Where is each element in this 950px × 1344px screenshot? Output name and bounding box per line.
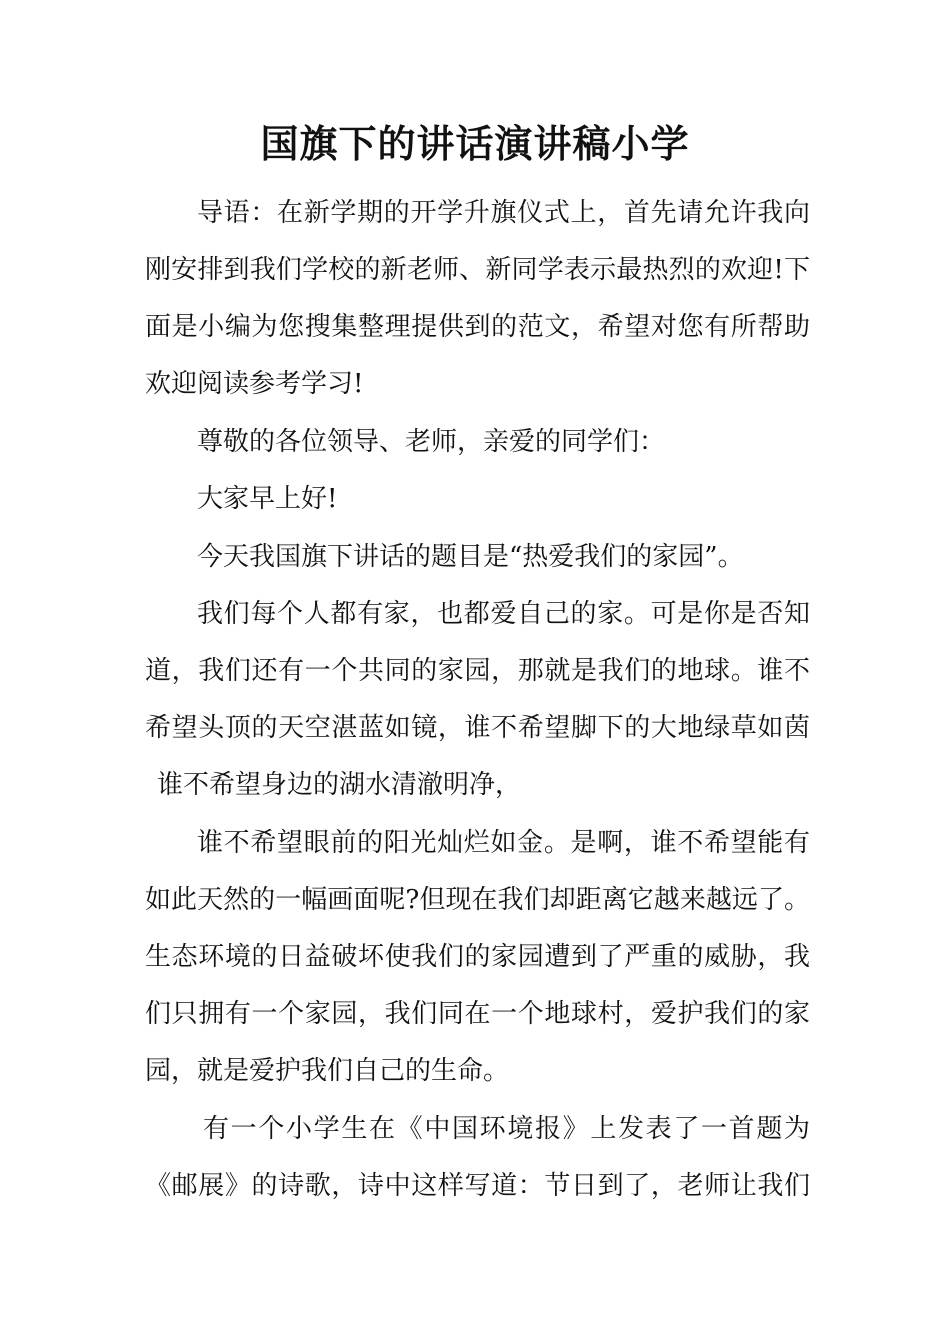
paragraph-2-line-2: 如此天然的一幅画面呢?但现在我们却距离它越来越远了。 [145,885,810,915]
document-title: 国旗下的讲话演讲稿小学 [260,122,690,166]
salutation-line: 尊敬的各位领导、老师，亲爱的同学们： [197,427,666,457]
good-morning-line: 大家早上好! [197,484,338,514]
paragraph-2-line-1: 谁不希望眼前的阳光灿烂如金。是啊，谁不希望能有 [197,828,810,858]
paragraph-1-line-4: 谁不希望身边的湖水清澈明净， [157,770,522,800]
intro-line-3: 面是小编为您搜集整理提供到的范文，希望对您有所帮助 [145,312,810,342]
topic-line: 今天我国旗下讲话的题目是“热爱我们的家园”。 [197,542,744,572]
paragraph-1-line-3: 希望头顶的天空湛蓝如镜，谁不希望脚下的大地绿草如茵 [145,713,810,743]
paragraph-1-line-1: 我们每个人都有家，也都爱自己的家。可是你是否知 [197,599,810,629]
paragraph-2-line-5: 园，就是爱护我们自己的生命。 [145,1056,510,1086]
paragraph-2-line-3: 生态环境的日益破坏使我们的家园遭到了严重的威胁，我 [145,942,810,972]
intro-line-2: 刚安排到我们学校的新老师、新同学表示最热烈的欢迎!下 [145,255,810,285]
paragraph-2-line-4: 们只拥有一个家园，我们同在一个地球村，爱护我们的家 [145,999,810,1029]
intro-line-1: 导语：在新学期的开学升旗仪式上，首先请允许我向 [197,198,810,228]
paragraph-1-line-2: 道，我们还有一个共同的家园，那就是我们的地球。谁不 [145,656,810,686]
intro-line-4: 欢迎阅读参考学习! [145,369,364,399]
paragraph-3-line-1: 有一个小学生在《中国环境报》上发表了一首题为 [203,1114,810,1144]
paragraph-3-line-2: 《邮展》的诗歌，诗中这样写道：节日到了，老师让我们 [145,1171,810,1201]
